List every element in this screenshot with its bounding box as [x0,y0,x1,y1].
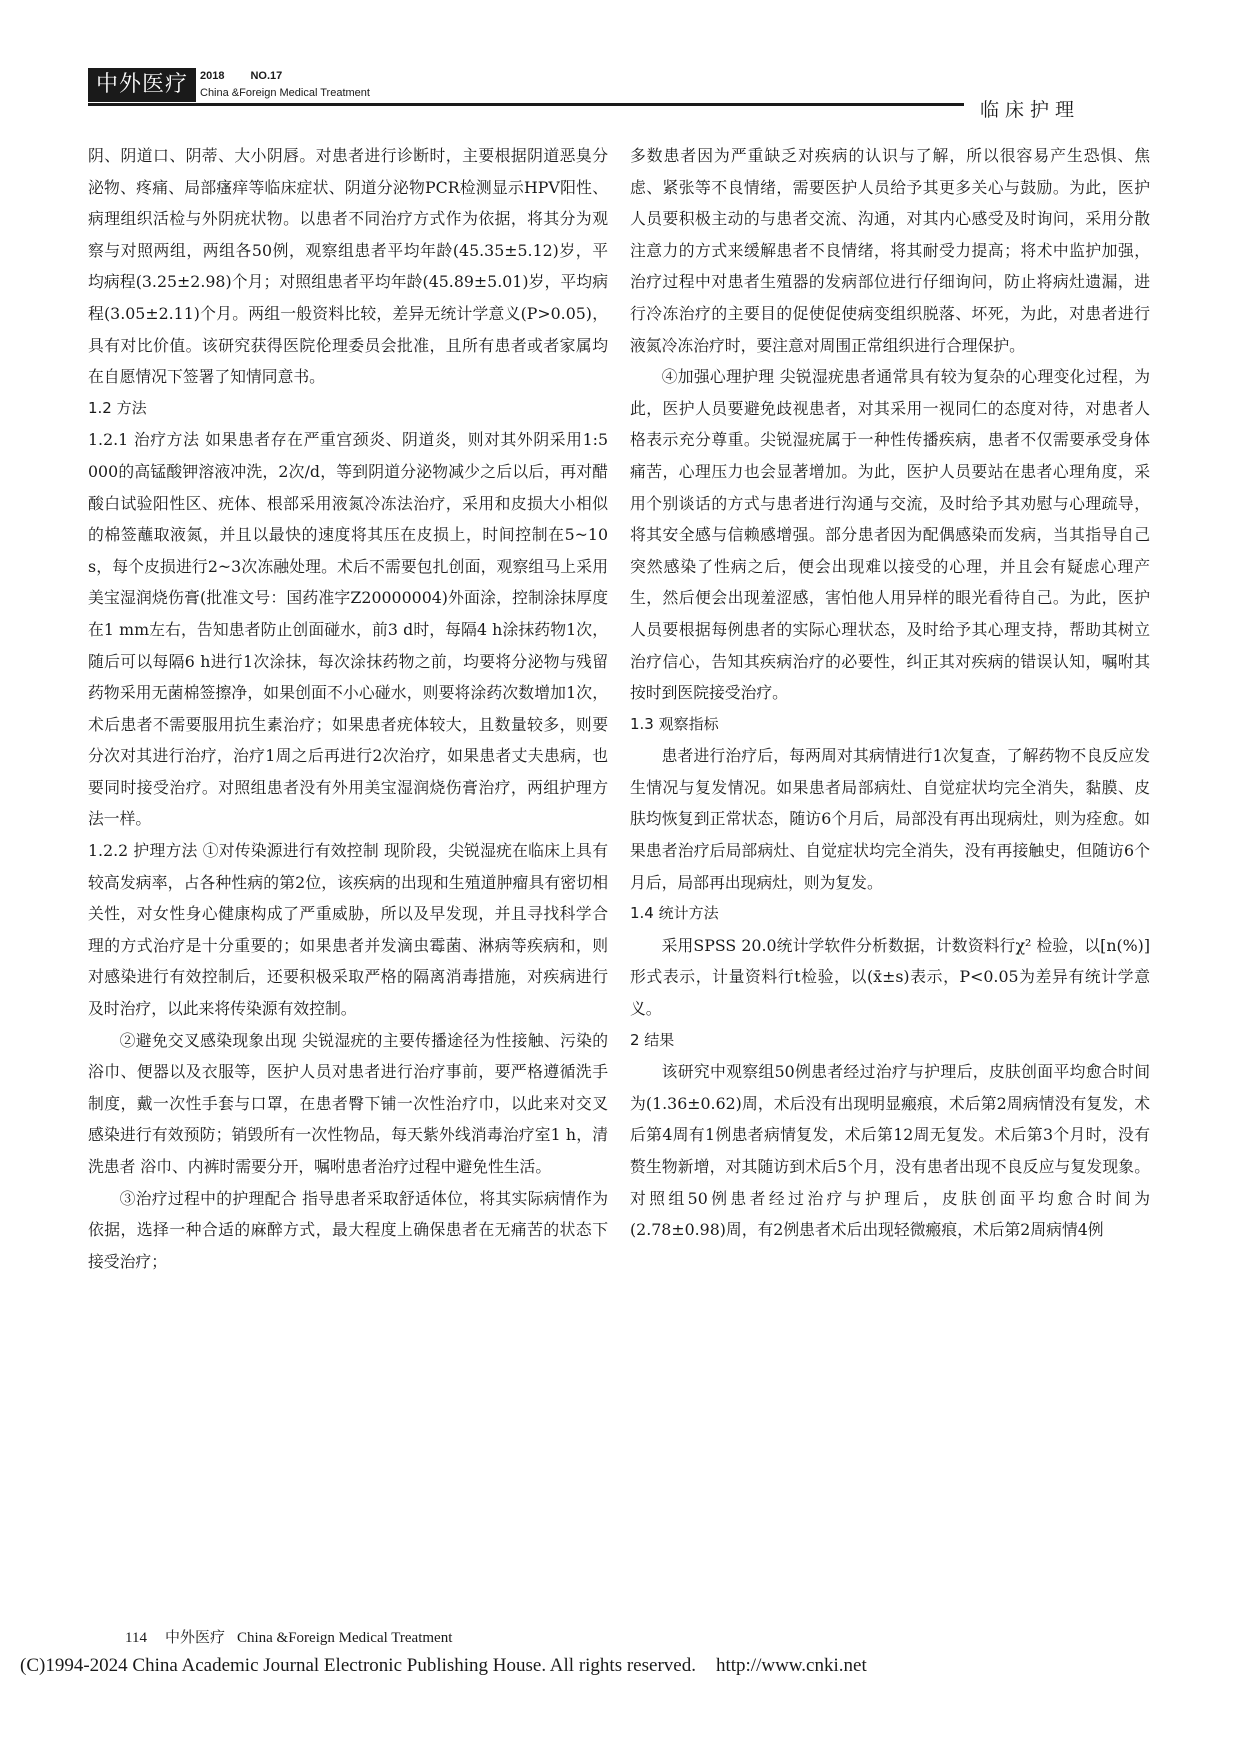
copyright-line [20,1655,867,1677]
paragraph: 1.2.2 护理方法 ①对传染源进行有效控制 现阶段，尖锐湿疣在临床上具有较高发病率，占各种性病的第2位，该疾病的出现和生殖道肿瘤具有密切相关性，对女性身心健康构成了严重威胁，所以及早发现，并且寻找科学合理的方式治疗是十分重要的；如果患者并发滴虫霉菌、淋病等疾病和，则对感染进行有效控制后，还要积极采取严格的隔离消毒措施，对疾病进行及时治疗，以此来将传染源有效控制。 [88,841,608,1019]
header-rule [88,103,964,106]
paragraph: ④加强心理护理 尖锐湿疣患者通常具有较为复杂的心理变化过程，为此，医护人员要避免歧视患者，对其采用一视同仁的态度对待，对患者人格表示充分尊重。尖锐湿疣属于一种性传播疾病，患者不仅需要承受身体痛苦，心理压力也会显著增加。为此，医护人员要站在患者心理角度，采用个别谈话的方式与患者进行沟通与交流，及时给予其劝慰与心理疏导，将其安全感与信赖感增强。部分患者因为配偶感染而发病，当其指导自己突然感染了性病之后，便会出现难以接受的心理，并且会有疑虑心理产生，然后便会出现羞涩感，害怕他人用异样的眼光看待自己。为此，医护人员要根据每例患者的实际心理状态，及时给予其心理支持，帮助其树立治疗信心，告知其疾病治疗的必要性，纠正其对疾病的错误认知，嘱咐其按时到医院接受治疗。 [630,367,1150,703]
paragraph: 患者进行治疗后，每两周对其病情进行1次复查，了解药物不良反应发生情况与复发情况。如果患者局部病灶、自觉症状均完全消失，黏膜、皮肤均恢复到正常状态，随访6个月后，局部没有再出现病灶，则为痊愈。如果患者治疗后局部病灶、自觉症状均完全消失，没有再接触史，但随访6个月后，局部再出现病灶，则为复发。 [630,746,1150,892]
paragraph: 多数患者因为严重缺乏对疾病的认识与了解，所以很容易产生恐惧、焦虑、紧张等不良情绪，需要医护人员给予其更多关心与鼓励。为此，医护人员要积极主动的与患者交流、沟通，对其内心感受及时询问，采用分散注意力的方式来缓解患者不良情绪，将其耐受力提高；将术中监护加强，治疗过程中对患者生殖器的发病部位进行仔细询问，防止将病灶遗漏，进行冷冻治疗的主要目的促使促使病变组织脱落、坏死，为此，对患者进行液氮冷冻治疗时，要注意对周围正常组织进行合理保护。 [630,146,1150,355]
left-column [88,140,608,1277]
section-heading: 1.3 观察指标 [630,714,719,733]
journal-logo: 中外医疗 [88,68,196,102]
paragraph: 该研究中观察组50例患者经过治疗与护理后，皮肤创面平均愈合时间为(1.36±0.62)周，术后没有出现明显瘢痕，术后第2周病情没有复发，术后第4周有1例患者病情复发，术后第12周无复发。术后第3个月时，没有赘生物新增，对其随访到术后5个月，没有患者出现不良反应与复发现象。对照组50例患者经过治疗与护理后，皮肤创面平均愈合时间为(2.78±0.98)周，有2例患者术后出现轻微瘢痕，术后第2周病情4例 [630,1062,1150,1240]
paragraph: 阴、阴道口、阴蒂、大小阴唇。对患者进行诊断时，主要根据阴道恶臭分泌物、疼痛、局部瘙痒等临床症状、阴道分泌物PCR检测显示HPV阳性、病理组织活检与外阴疣状物。以患者不同治疗方式作为依据，将其分为观察与对照两组，两组各50例，观察组患者平均年龄(45.35±5.12)岁，平均病程(3.25±2.98)个月；对照组患者平均年龄(45.89±5.01)岁，平均病程(3.05±2.11)个月。两组一般资料比较，差异无统计学意义(P>0.05)，具有对比价值。该研究获得医院伦理委员会批准，且所有患者或者家属均在自愿情况下签署了知情同意书。 [88,146,608,387]
journal-english-name: China &Foreign Medical Treatment [200,87,370,99]
page-header [0,0,1240,125]
section-heading: 2 结果 [630,1030,675,1049]
cnki-url[interactable]: http://www.cnki.net [715,1655,867,1676]
page-number: 114 [125,1630,147,1646]
paragraph: 采用SPSS 20.0统计学软件分析数据，计数资料行χ² 检验，以[n(%)]形式表示，计量资料行t检验，以(x̄±s)表示，P<0.05为差异有统计学意义。 [630,935,1150,1019]
footer-journal-en: China &Foreign Medical Treatment [236,1630,453,1646]
year: 2018 [200,70,225,82]
page-footer [125,1626,452,1647]
year-issue [200,70,308,82]
paragraph: ③治疗过程中的护理配合 指导患者采取舒适体位，将其实际病情作为依据，选择一种合适的麻醉方式，最大程度上确保患者在无痛苦的状态下接受治疗； [88,1188,608,1271]
issue: NO.17 [250,70,283,82]
paragraph: 1.2.1 治疗方法 如果患者存在严重宫颈炎、阴道炎，则对其外阴采用1:5 000的高锰酸钾溶液冲洗，2次/d，等到阴道分泌物减少之后以后，再对醋酸白试验阳性区、疣体、根部采用液氮冷冻法治疗，采用和皮损大小相似的棉签蘸取液氮，并且以最快的速度将其压在皮损上，时间控制在5~10 s，每个皮损进行2~3次冻融处理。术后不需要包扎创面，观察组马上采用美宝湿润烧伤膏(批准文号：国药准字Z20000004)外面涂，控制涂抹厚度在1 mm左右，告知患者防止创面碰水，前3 d时，每隔4 h涂抹药物1次，随后可以每隔6 h进行1次涂抹，每次涂抹药物之前，均要将分泌物与残留药物采用无菌棉签擦净，如果创面不小心碰水，则要将涂药次数增加1次，术后患者不需要服用抗生素治疗；如果患者疣体较大，且数量较多，则要分次对其进行治疗，治疗1周之后再进行2次治疗，如果患者丈夫患病，也要同时接受治疗。对照组患者没有外用美宝湿润烧伤膏治疗，两组护理方法一样。 [88,430,608,829]
section-title: 临床护理 [980,99,1081,121]
copyright-text: (C)1994-2024 China Academic Journal Electronic Publishing House. All rights reserved. [20,1655,696,1676]
section-heading: 1.2 方法 [88,398,147,417]
paragraph: ②避免交叉感染现象出现 尖锐湿疣的主要传播途径为性接触、污染的浴巾、便器以及衣服等，医护人员对患者进行治疗事前，要严格遵循洗手制度，戴一次性手套与口罩，在患者臀下铺一次性治疗巾，以此来对交叉感染进行有效预防；销毁所有一次性物品，每天紫外线消毒治疗室1 h，清洗患者 浴巾、内裤时需要分开，嘱咐患者治疗过程中避免性生活。 [88,1030,608,1176]
right-column [630,140,1150,1246]
section-heading: 1.4 统计方法 [630,904,719,923]
footer-journal-cn: 中外医疗 [164,1628,225,1646]
